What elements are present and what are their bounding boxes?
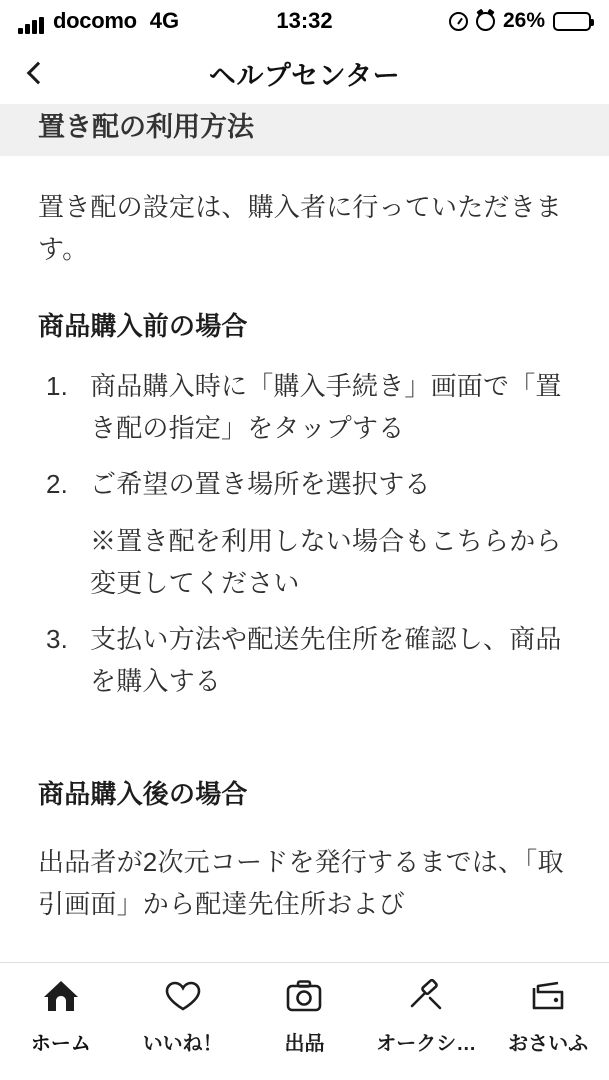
heading-after-purchase: 商品購入後の場合 xyxy=(38,778,248,809)
battery-percent-label: 26% xyxy=(502,9,545,32)
navigation-bar xyxy=(0,42,609,104)
tab-label: オークシ… xyxy=(376,1033,477,1055)
intro-paragraph: 置き配の設定は、購入者に行っていただきます。 xyxy=(38,192,563,265)
steps-before-purchase xyxy=(38,365,571,702)
status-bar xyxy=(0,0,609,42)
orientation-lock-icon xyxy=(449,12,468,31)
list-item-number: 1. xyxy=(46,371,69,402)
list-item-text: 商品購入時に「購入手続き」画面で「置き配の指定」をタップする xyxy=(90,371,562,444)
list-note xyxy=(38,520,571,604)
tab-wallet[interactable] xyxy=(487,975,609,1056)
tab-likes[interactable] xyxy=(122,975,244,1056)
list-item xyxy=(38,618,571,702)
heading-before-purchase: 商品購入前の場合 xyxy=(38,311,248,342)
camera-icon xyxy=(284,975,324,1017)
list-item-text: 支払い方法や配送先住所を確認し、商品を購入する xyxy=(90,623,562,696)
alarm-clock-icon xyxy=(476,12,495,31)
article-content[interactable] xyxy=(0,104,609,962)
tab-label: いいね！ xyxy=(142,1033,223,1055)
carrier-label: docomo xyxy=(53,8,137,33)
note-text: ※置き配を利用しない場合もこちらから変更してください xyxy=(90,525,562,598)
list-item-number: 3. xyxy=(46,623,69,654)
back-button[interactable] xyxy=(18,53,58,93)
battery-icon xyxy=(553,12,591,31)
after-purchase-paragraph: 出品者が2次元コードを発行するまでは、「取引画面」から配達先住所および xyxy=(38,846,564,920)
status-bar-right xyxy=(449,9,591,33)
wallet-icon xyxy=(528,975,568,1017)
status-bar-left xyxy=(18,8,179,34)
signal-bars-icon xyxy=(18,17,44,34)
tab-label: 出品 xyxy=(284,1033,325,1055)
heart-icon xyxy=(163,975,203,1017)
section-banner: 置き配の利用方法 xyxy=(0,104,609,156)
tab-label: ホーム xyxy=(30,1033,91,1055)
list-item-number: 2. xyxy=(46,469,69,500)
list-item-text: ご希望の置き場所を選択する xyxy=(90,469,431,500)
tab-home[interactable] xyxy=(0,975,122,1056)
status-bar-clock: 13:32 xyxy=(276,8,333,33)
list-item xyxy=(38,463,571,505)
home-icon xyxy=(41,975,81,1017)
list-item xyxy=(38,365,571,449)
bottom-tab-bar xyxy=(0,962,609,1080)
tab-auction[interactable] xyxy=(365,975,487,1056)
network-type-label: 4G xyxy=(149,8,180,33)
page-title: ヘルプセンター xyxy=(208,60,401,91)
chevron-left-icon xyxy=(27,62,50,85)
tab-sell[interactable] xyxy=(244,975,366,1056)
gavel-icon xyxy=(406,975,446,1017)
tab-label: おさいふ xyxy=(508,1033,589,1055)
